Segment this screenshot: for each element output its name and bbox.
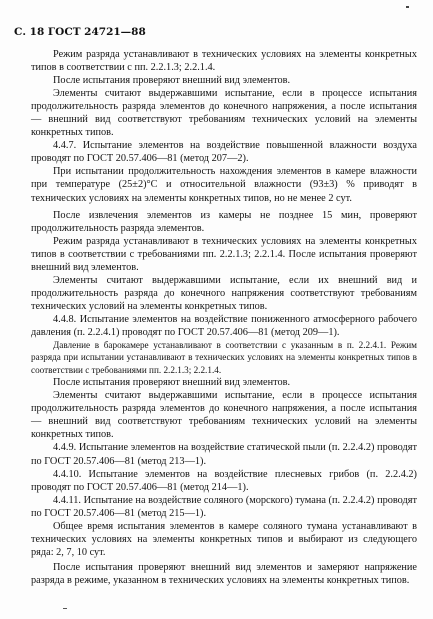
scan-mark [63,608,67,609]
section-4-4-11: 4.4.11. Испытание на воздействие соляного (морского) тумана (п. 2.2.4.2) проводят по ГОСТ 20.57.406—81 (метод 215—1). [31,494,417,519]
paragraph: Режим разряда устанавливают в технических условиях на элементы конкретных типов в соответствии с требованиями пп. 2.2.1.3; 2.2.1.4. После испытания проверяют внешний вид элементов. [31,235,417,273]
paragraph: При испытании продолжительность нахождения элементов в камере влажности при температуре (25±2)°С и относительной влажности (93±3) % приводят в технических условиях на элементы конкретных типов, но не менее 2 сут. [31,166,417,204]
section-4-4-8: 4.4.8. Испытание элементов на воздействие пониженного атмосферного рабочего давления (п. 2.2.4.1) проводят по ГОСТ 20.57.406—81 (метод 209—1). [31,313,417,338]
paragraph: Элементы считают выдержавшими испытание, если их внешний вид и продолжительность разряда до конечного напряжения соответствуют требованиям технических условий на элементы конкретных типов. [31,274,417,312]
paragraph: Элементы считают выдержавшими испытание, если в процессе испытания продолжительность разряда элементов до конечного напряжения, а после испытания — внешний вид соответствуют требованиям технических условий на элементы конкретных типов. [31,390,417,441]
section-4-4-9: 4.4.9. Испытание элементов на воздействие статической пыли (п. 2.2.4.2) проводят по ГОСТ 20.57.406—81 (метод 213—1). [31,442,417,467]
paragraph: Давление в барокамере устанавливают в соответствии с указанным в п. 2.2.4.1. Режим разряда при испытании устанавливают в технических условиях на элементы конкретных типов в соответствии с требованиями пп. 2.2.1.3; 2.2.1.4. [31,340,417,375]
paragraph: После испытания проверяют внешний вид элементов и замеряют напряжение разряда в режиме, указанном в технических условиях на элементы конкретных типов. [31,561,417,586]
paragraph: Элементы считают выдержавшими испытание, если в процессе испытания продолжительность разряда элементов до конечного напряжения, а после испытания — внешний вид соответствуют требованиям технических условий на элементы конкретных типов. [31,88,417,139]
paragraph: Режим разряда устанавливают в технических условиях на элементы конкретных типов в соответствии с пп. 2.2.1.3; 2.2.1.4. [31,49,417,74]
scan-mark [406,6,409,8]
section-4-4-10: 4.4.10. Испытание элементов на воздействие плесневых грибов (п. 2.2.4.2) проводят по ГОСТ 20.57.406—81 (метод 214—1). [31,468,417,493]
paragraph: После испытания проверяют внешний вид элементов. [53,377,291,389]
paragraph: Общее время испытания элементов в камере соляного тумана устанавливают в технических условиях на элементы конкретных типов и выбирают из следующего ряда: 2, 7, 10 сут. [31,520,417,558]
body-text [31,48,417,587]
section-4-4-7: 4.4.7. Испытание элементов на воздействие повышенной влажности воздуха проводят по ГОСТ 20.57.406—81 (метод 207—2). [31,140,417,165]
paragraph: После испытания проверяют внешний вид элементов. [53,75,291,87]
page-header: С. 18 ГОСТ 24721—88 [14,26,146,38]
paragraph: После извлечения элементов из камеры не позднее 15 мин, проверяют продолжительность разряда элементов. [31,209,417,234]
